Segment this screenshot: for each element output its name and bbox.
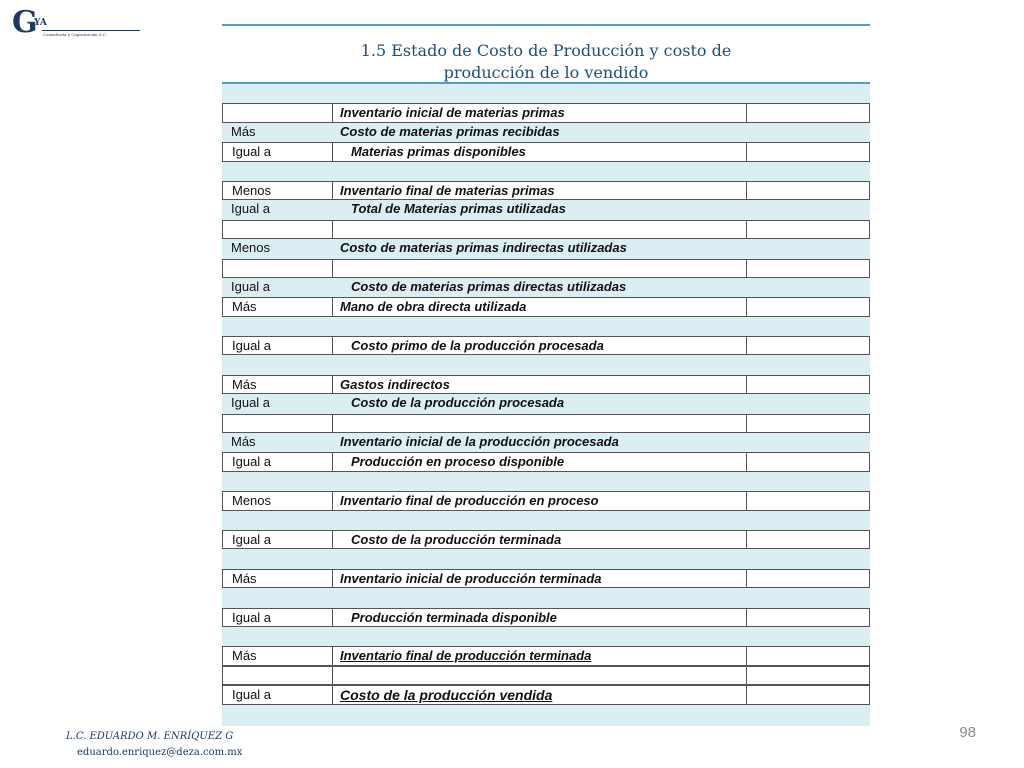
row-amount [747,317,870,336]
row-amount [747,200,870,219]
row-operator [222,220,333,239]
row-operator [222,103,333,122]
table-row [222,278,870,297]
row-amount [747,705,870,726]
row-concept [333,142,747,161]
row-concept [333,200,747,219]
logo-tagline: Consultoría y Capacitación S.C. [43,32,108,37]
row-concept [333,530,747,549]
table-row [222,162,870,181]
title-line-2: producción de lo vendido [443,63,649,82]
row-operator [222,317,333,336]
row-concept-text: Costo de materias primas indirectas utilizadas [340,240,627,256]
table-row [222,491,870,510]
row-concept-text: Costo de la producción terminada [351,531,562,547]
table-row [222,142,870,161]
table-row [222,123,870,142]
table-row [222,220,870,239]
row-operator [222,666,333,685]
row-amount [747,588,870,607]
row-operator: Igual a [231,395,271,411]
row-operator: Más [231,123,256,139]
table-row [222,569,870,588]
row-concept [333,317,747,336]
row-amount [747,336,870,355]
table-row [222,336,870,355]
row-operator [222,549,333,568]
row-concept [333,239,747,258]
logo-rule [42,30,140,31]
table-row [222,627,870,646]
footer-email: eduardo.enriquez@deza.com.mx [77,747,243,758]
row-amount [747,103,870,122]
row-operator: Igual a [231,201,271,217]
row-amount [747,608,870,627]
row-amount [747,666,870,685]
row-concept-text: Inventario final de materias primas [340,182,555,198]
table-row [222,414,870,433]
row-concept [333,394,747,413]
row-concept [333,162,747,181]
row-concept-text: Inventario inicial de materias primas [340,105,565,121]
row-operator: Más [222,646,333,665]
row-amount [747,259,870,278]
row-operator: Igual a [222,608,333,627]
title-line-1: 1.5 Estado de Costo de Producción y costo de [360,41,732,60]
row-amount [747,84,870,103]
row-concept-text: Total de Materias primas utilizadas [351,201,566,217]
row-amount [747,646,870,665]
row-operator [222,414,333,433]
table-row [222,317,870,336]
table-row [222,297,870,316]
row-amount [747,355,870,374]
row-operator: Menos [231,240,271,256]
row-concept [333,452,747,471]
table-row [222,355,870,374]
table-row [222,608,870,627]
row-concept [333,627,747,646]
row-amount [747,472,870,491]
row-amount [747,162,870,181]
row-concept [333,355,747,374]
row-concept [333,491,747,510]
row-concept [333,666,747,685]
table-row [222,511,870,530]
table-row [222,452,870,471]
row-concept-text: Materias primas disponibles [351,144,526,160]
row-concept [333,549,747,568]
row-amount [747,297,870,316]
slide-title [222,40,870,84]
row-concept-text: Inventario inicial de la producción procesada [340,434,619,450]
row-operator: Igual a [222,452,333,471]
row-concept [333,297,747,316]
table-row [222,259,870,278]
table-row [222,394,870,413]
table-row [222,181,870,200]
row-operator [222,588,333,607]
table-row [222,239,870,258]
table-row [222,705,870,726]
logo-mark: YA [34,18,47,28]
row-concept [333,472,747,491]
table-row [222,666,870,685]
top-divider [222,24,870,26]
row-concept [333,569,747,588]
row-concept [333,278,747,297]
table-row [222,433,870,452]
table-row [222,588,870,607]
row-operator [222,84,333,103]
row-operator: Igual a [222,685,333,705]
row-concept-text: Costo de materias primas directas utilizadas [351,278,627,294]
row-amount [747,394,870,413]
row-amount [747,181,870,200]
row-concept [333,646,747,665]
row-operator: Igual a [222,336,333,355]
row-operator [222,627,333,646]
table-row [222,549,870,568]
row-amount [747,278,870,297]
row-amount [747,685,870,705]
table-row [222,685,870,705]
row-concept [333,511,747,530]
row-concept-text: Producción en proceso disponible [351,454,565,470]
row-amount [747,627,870,646]
table-row [222,200,870,219]
row-concept [333,84,747,103]
row-operator: Más [222,375,333,394]
row-operator: Igual a [222,142,333,161]
row-operator: Igual a [222,530,333,549]
row-operator [222,705,333,726]
row-amount [747,220,870,239]
table-row [222,472,870,491]
row-concept [333,414,747,433]
row-operator: Más [222,297,333,316]
row-concept-text: Mano de obra directa utilizada [340,299,527,315]
row-concept-text: Inventario inicial de producción terminada [340,570,602,586]
row-amount [747,142,870,161]
row-amount [747,239,870,258]
row-concept [333,259,747,278]
row-operator: Más [222,569,333,588]
row-concept-text: Costo primo de la producción procesada [351,338,604,354]
row-concept-text: Inventario final de producción terminada [340,648,592,664]
row-amount [747,433,870,452]
table-row [222,103,870,122]
row-concept-text: Producción terminada disponible [351,609,557,625]
row-operator [222,511,333,530]
row-amount [747,569,870,588]
company-logo [12,5,142,42]
row-concept-text: Costo de la producción procesada [351,395,565,411]
row-operator [222,162,333,181]
row-concept [333,685,747,705]
table-row [222,646,870,665]
row-concept-text: Gastos indirectos [340,376,450,392]
row-operator [222,259,333,278]
page-number: 98 [959,724,976,741]
row-amount [747,375,870,394]
cost-statement-table [222,84,870,726]
row-concept [333,608,747,627]
row-amount [747,511,870,530]
row-amount [747,530,870,549]
row-concept-text: Inventario final de producción en proceso [340,493,599,509]
logo-letter: G [12,5,38,40]
row-amount [747,414,870,433]
row-operator [222,355,333,374]
row-concept [333,588,747,607]
row-amount [747,549,870,568]
row-operator: Más [231,434,256,450]
row-operator: Igual a [231,278,271,294]
row-concept-text: Costo de materias primas recibidas [340,123,560,139]
row-amount [747,123,870,142]
row-operator: Menos [222,491,333,510]
row-amount [747,491,870,510]
row-concept [333,705,747,726]
table-row [222,530,870,549]
row-concept [333,433,747,452]
row-concept [333,103,747,122]
row-amount [747,452,870,471]
footer-author: L.C. EDUARDO M. ENRÍQUEZ G [66,731,234,742]
row-concept [333,375,747,394]
row-operator [222,472,333,491]
row-operator: Menos [222,181,333,200]
row-concept [333,220,747,239]
table-row [222,84,870,103]
row-concept-text: Costo de la producción vendida [340,687,553,704]
row-concept [333,123,747,142]
row-concept [333,181,747,200]
row-concept [333,336,747,355]
table-row [222,375,870,394]
